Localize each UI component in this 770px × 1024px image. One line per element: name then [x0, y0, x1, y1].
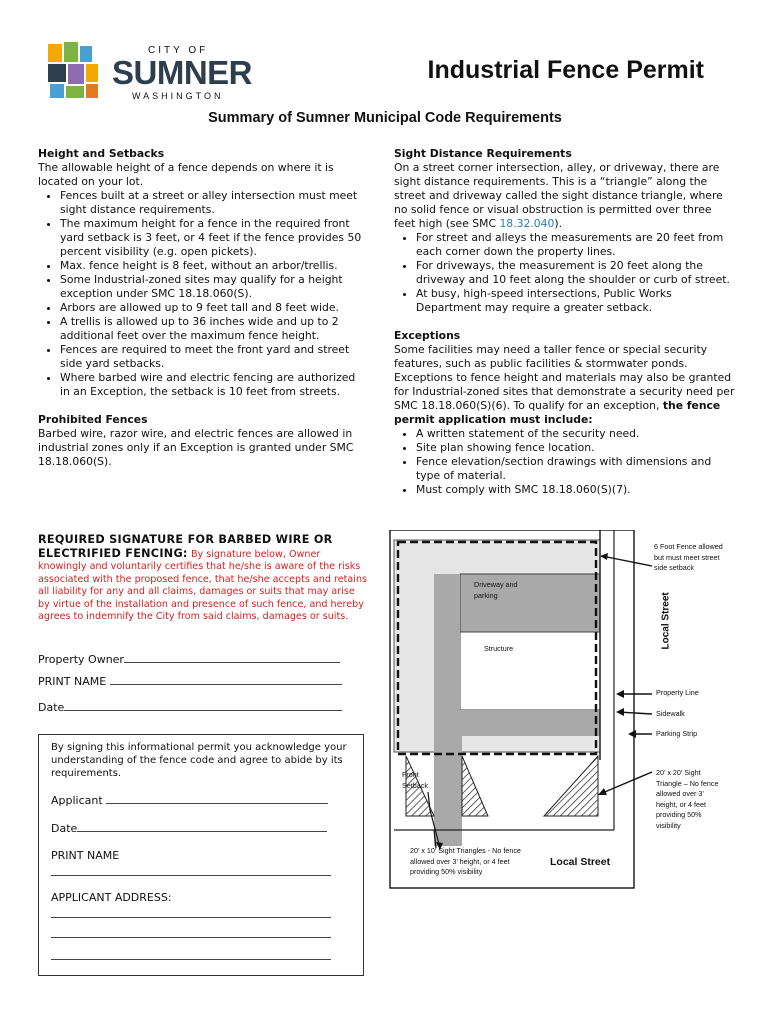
site-diagram-graphic [386, 530, 770, 890]
prohibited-text: Barbed wire, razor wire, and electric fences are allowed in industrial zones only if an Exception is granted under SMC 18.18.060(S). [38, 427, 354, 468]
sight-text-end: ). [554, 217, 563, 230]
structure-label: Structure [484, 644, 514, 653]
smc-link[interactable]: 18.32.040 [499, 217, 555, 230]
sight-triangle-10-label: 20’ x 10’ Sight Triangles - No fence allowed over 3’ height, or 4 feet providing 50% visibility [410, 846, 521, 876]
owner-print-label: PRINT NAME [38, 675, 107, 688]
logo-city-of: CITY OF [148, 45, 209, 56]
exceptions-body: Some facilities may need a taller fence or special security features, such as public facilities & stormwater ponds. Exceptions to fence height and materials may also be granted for Industrial-zoned sites that demonstrate a security need per SMC 18.18.060(S)(6). To qualify for an exception, [394, 343, 735, 412]
list-item: • A trellis is allowed up to 36 inches wide and up to 2 additional feet over the maximum fence height. [60, 315, 368, 343]
owner-print-input[interactable] [110, 674, 342, 685]
exceptions-bold: the fence permit application must include: [394, 399, 721, 426]
sight-text-body: On a street corner intersection, alley, or driveway, there are sight distance requirements. This is a “triangle” along the street and driveway called the sight distance triangle, where no solid fence or visual obstruction is permitted over three feet high (see SMC [394, 161, 723, 230]
left-column [38, 147, 368, 469]
page-title: Industrial Fence Permit [427, 56, 704, 84]
owner-date-input[interactable] [64, 700, 342, 711]
owner-label: Property Owner [38, 653, 124, 666]
list-item: • Max. fence height is 8 feet, without an arbor/trellis. [60, 259, 368, 273]
logo-state: WASHINGTON [132, 91, 224, 101]
city-logo [44, 40, 254, 102]
list-item: • At busy, high-speed intersections, Public Works Department may require a greater setback. [416, 287, 736, 315]
ack-date-input[interactable] [77, 821, 327, 832]
address-label: APPLICANT ADDRESS: [51, 891, 172, 904]
list-item: • For driveways, the measurement is 20 feet along the driveway and 10 feet along the shoulder or curb of street. [416, 259, 736, 287]
owner-input[interactable] [124, 652, 340, 663]
signature-notice: By signature below, Owner knowingly and voluntarily certifies that he/she is aware of the risks associated with the proposed fence, that he/she accepts and retains all liability for any and all claims, damages or suits that may arise by virtue of the installation and presence of such fence, and hereby agrees to indemnify the City from said claims, damages or suits. [38, 548, 368, 622]
signature-heading: REQUIRED SIGNATURE FOR BARBED WIRE OR ELECTRIFIED FENCING: [38, 533, 333, 560]
list-item: • Arbors are allowed up to 9 feet tall and 8 feet wide. [60, 301, 368, 315]
list-item: • Where barbed wire and electric fencing are authorized in an Exception, the setback is 10 feet from streets. [60, 371, 368, 399]
list-item: • Fence elevation/section drawings with dimensions and type of material. [416, 455, 736, 483]
property-line-label: Property Line [656, 688, 699, 697]
sidewalk-label: Sidewalk [656, 709, 685, 718]
right-column [394, 147, 736, 497]
applicant-label: Applicant [51, 794, 103, 807]
list-item: • The maximum height for a fence in the required front yard setback is 3 feet, or 4 feet if the fence provides 50 percent visibility (e.g. open pickets). [60, 217, 368, 259]
list-item: • Fences built at a street or alley intersection must meet sight distance requirements. [60, 189, 368, 217]
local-street-side-label: Local Street [660, 592, 672, 650]
address-input-1[interactable] [51, 917, 331, 918]
walk-path [434, 710, 600, 736]
address-input-3[interactable] [51, 959, 331, 960]
site-diagram [386, 530, 770, 890]
page-subtitle: Summary of Sumner Municipal Code Requirements [208, 110, 562, 126]
sight-triangle-20-label: 20’ x 20’ Sight Triangle – No fence allowed over 3’ height, or 4 feet providing 50% visibility [656, 768, 719, 830]
structure-box [460, 632, 600, 710]
acknowledgement-box [38, 734, 364, 976]
height-intro: The allowable height of a fence depends on where it is located on your lot. [38, 161, 334, 188]
owner-line [38, 652, 340, 666]
ack-date-line [51, 821, 327, 835]
sight-heading: Sight Distance Requirements [394, 147, 572, 160]
height-heading: Height and Setbacks [38, 147, 165, 160]
local-street-bottom-label: Local Street [550, 856, 611, 868]
exceptions-bullets [394, 427, 736, 497]
sight-text [394, 161, 736, 231]
applicant-line [51, 793, 328, 807]
address-input-2[interactable] [51, 937, 331, 938]
list-item: • Must comply with SMC 18.18.060(S)(7). [416, 483, 736, 497]
applicant-input[interactable] [106, 793, 328, 804]
exceptions-text [394, 343, 736, 427]
exceptions-heading: Exceptions [394, 329, 461, 342]
owner-print-line [38, 674, 342, 688]
ack-print-input[interactable] [51, 875, 331, 876]
owner-date-line [38, 700, 342, 714]
driveway-label: Driveway and parking [474, 580, 518, 600]
logo-name: SUMNER [112, 54, 253, 91]
owner-date-label: Date [38, 701, 65, 714]
list-item: • Fences are required to meet the front yard and street side yard setbacks. [60, 343, 368, 371]
ack-text: By signing this informational permit you acknowledge your understanding of the fence code and agree to abide by its requirements. [51, 742, 347, 779]
front-setback-label: Front Setback [402, 770, 428, 790]
sight-bullets [394, 231, 736, 315]
list-item: • Some Industrial-zoned sites may qualify for a height exception under SMC 18.18.060(S). [60, 273, 368, 301]
ack-date-label: Date [51, 822, 78, 835]
parking-strip-label: Parking Strip [656, 729, 698, 738]
city-logo-icon [44, 40, 108, 104]
ack-print-label: PRINT NAME [51, 849, 120, 862]
fence-note-label: 6 Foot Fence allowed but must meet street side setback [654, 542, 723, 572]
list-item: • Site plan showing fence location. [416, 441, 736, 455]
signature-section [38, 534, 368, 624]
prohibited-heading: Prohibited Fences [38, 413, 148, 426]
height-bullets [38, 189, 368, 399]
list-item: • For street and alleys the measurements are 20 feet from each corner down the property lines. [416, 231, 736, 259]
list-item: • A written statement of the security need. [416, 427, 736, 441]
